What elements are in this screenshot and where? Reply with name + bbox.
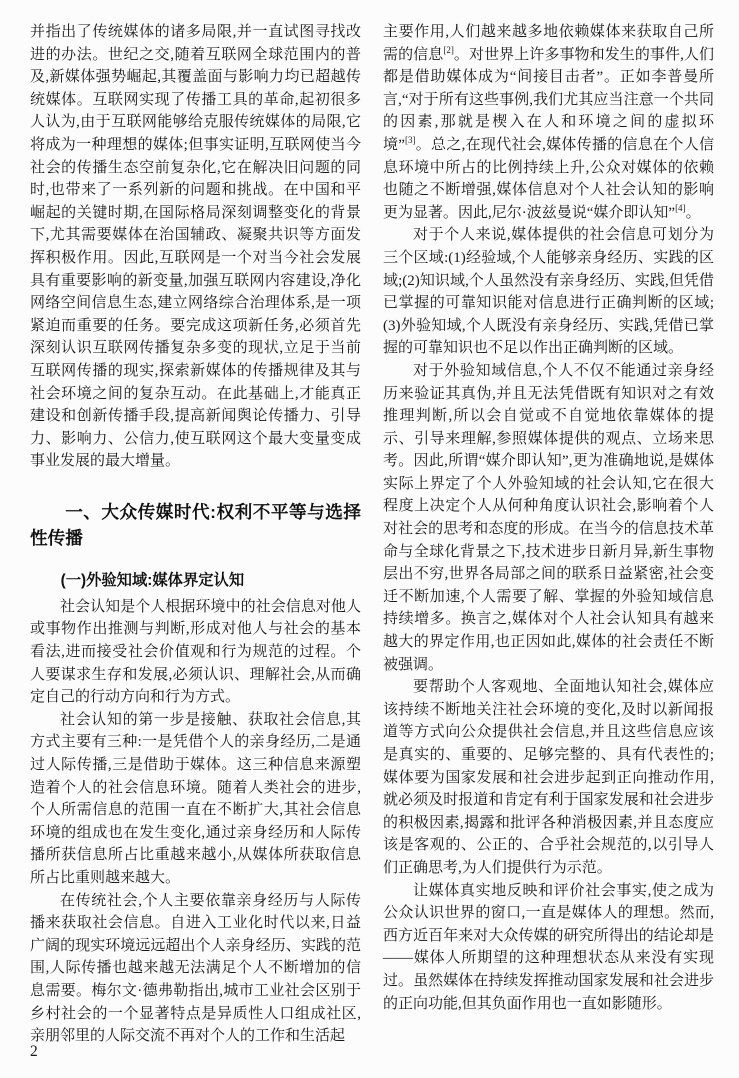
text-run: 社会认知是个人根据环境中的社会信息对他人或事物作出推测与判断,形成对他人与社会的基本看法,进而接受社会价值观和行为规范的过程。个人要谋求生存和发展,必须认识、理解社会,从而确定自己的行动方向和行为方式。	[30, 598, 361, 706]
text-run: 让媒体真实地反映和评价社会事实,使之成为公众认识世界的窗口,一直是媒体人的理想。然而,西方近百年来对大众传媒的研究所得出的结论却是——媒体人所期望的这种理想状态从来没有实现过。虽然媒体在持续发挥推动国家发展和社会进步的正向功能,但其负面作用也一直如影随形。	[383, 882, 714, 1012]
text-run: 。总之,在现代社会,媒体传播的信息在个人信息环境中所占的比例持续上升,公众对媒体的依赖也随之不断增强,媒体信息对个人社会认知的影响更为显著。因此,尼尔·波兹曼说“媒介即认知”	[383, 136, 714, 221]
paragraph	[30, 709, 361, 890]
text-run: 主要作用,人们越来越多地依赖媒体来获取自己所需的信息	[383, 24, 714, 63]
paragraph	[383, 676, 714, 879]
footnote-reference: [3]	[404, 134, 416, 145]
paragraph	[30, 596, 361, 709]
paragraph	[383, 224, 714, 360]
paragraph	[30, 890, 361, 1048]
text-run: 。	[685, 204, 701, 221]
text-run: 一、大众传媒时代:权利不平等与选择性传播	[30, 501, 361, 548]
paragraph-continuation	[383, 21, 714, 224]
page-number: 2	[30, 1043, 38, 1060]
text-run: 社会认知的第一步是接触、获取社会信息,其方式主要有三种:一是凭借个人的亲身经历,二是通过人际传播,三是借助于媒体。这三种信息来源塑造着个人的社会信息环境。随着人类社会的进步,个人所需信息的范围一直在不断扩大,其社会信息环境的组成也在发生变化,通过亲身经历和人际传播所获信息所占比重越来越小,从媒体所获取信息所占比重则越来越大。	[30, 711, 361, 886]
paragraph	[383, 880, 714, 1016]
text-run: 并指出了传统媒体的诸多局限,并一直试图寻找改进的办法。世纪之交,随着互联网全球范围内的普及,新媒体强势崛起,其覆盖面与影响力均已超越传统媒体。互联网实现了传播工具的革命,起初很多人认为,由于互联网能够给克服传统媒体的局限,它将成为一种理想的媒体;但事实证明,互联网使当今社会的传播生态空前复杂化,它在解决旧问题的同时,也带来了一系列新的问题和挑战。在中国和平崛起的关键时期,在国际格局深刻调整变化的背景下,尤其需要媒体在治国辅政、凝聚共识等方面发挥积极作用。因此,互联网是一个对当今社会发展具有重要影响的新变量,加强互联网内容建设,净化网络空间信息生态,建立网络综合治理体系,是一项紧迫而重要的任务。要完成这项新任务,必须首先深刻认识互联网传播复杂多变的现状,立足于当前互联网传播的现实,探索新媒体的传播规律及其与社会环境之间的复杂互动。在此基础上,才能真正建设和创新传播手段,提高新闻舆论传播力、引导力、影响力、公信力,使互联网这个最大变量变成事业发展的最大增量。	[30, 24, 361, 470]
section-heading	[30, 499, 361, 551]
text-run: 要帮助个人客观地、全面地认知社会,媒体应该持续不断地关注社会环境的变化,及时以新闻报道等方式向公众提供社会信息,并且这些信息应该是真实的、重要的、足够完整的、具有代表性的;媒体要为国家发展和社会进步起到正向推动作用,就必须及时报道和肯定有利于国家发展和社会进步的积极因素,揭露和批评各种消极因素,并且态度应该是客观的、公正的、合乎社会规范的,以引导人们正确思考,为人们提供行为示范。	[383, 679, 714, 876]
subsection-heading	[30, 570, 361, 592]
footnote-reference: [4]	[675, 202, 686, 213]
footnote-reference: [2]	[443, 44, 454, 55]
paragraph	[383, 360, 714, 676]
text-column-left	[30, 21, 361, 1048]
text-run: 在传统社会,个人主要依靠亲身经历与人际传播来获取社会信息。自进入工业化时代以来,日益广阔的现实环境远远超出个人亲身经历、实践的范围,人际传播也越来越无法满足个人不断增加的信息需要。梅尔文·德弗勒指出,城市工业社会区别于乡村社会的一个显著特点是异质性人口组成社区,亲朋邻里的人际交流不再对个人的工作和生活起	[30, 892, 361, 1045]
paragraph-continuation	[30, 21, 361, 473]
text-column-right	[383, 21, 714, 1015]
text-run: 。对世界上许多事物和发生的事件,人们都是借助媒体成为“间接目击者”。正如李普曼所言,“对于所有这些事例,我们尤其应当注意一个共同的因素,那就是楔入在人和环境之间的虚拟环境”	[383, 46, 714, 153]
text-run: 对于个人来说,媒体提供的社会信息可划分为三个区域:(1)经验域,个人能够亲身经历、实践的区域;(2)知识域,个人虽然没有亲身经历、实践,但凭借已掌握的可靠知识能对信息进行正确判断的区域;(3)外验知域,个人既没有亲身经历、实践,凭借已掌握的可靠知识也不足以作出正确判断的区域。	[383, 227, 714, 357]
text-run: (一)外验知域:媒体界定认知	[60, 571, 245, 589]
text-run: 对于外验知域信息,个人不仅不能通过亲身经历来验证其真伪,并且无法凭借既有知识对之有效推理判断,所以会自觉或不自觉地依靠媒体的提示、引导来理解,参照媒体提供的观点、立场来思考。因此,所谓“媒介即认知”,更为准确地说,是媒体实际上界定了个人外验知域的社会认知,它在很大程度上决定个人从何种角度认识社会,影响着个人对社会的思考和态度的形成。在当今的信息技术革命与全球化背景之下,技术进步日新月异,新生事物层出不穷,世界各局部之间的联系日益紧密,社会变迁不断加速,个人需要了解、掌握的外验知域信息持续增多。换言之,媒体对个人社会认知具有越来越大的界定作用,也正因如此,媒体的社会责任不断被强调。	[383, 362, 714, 673]
